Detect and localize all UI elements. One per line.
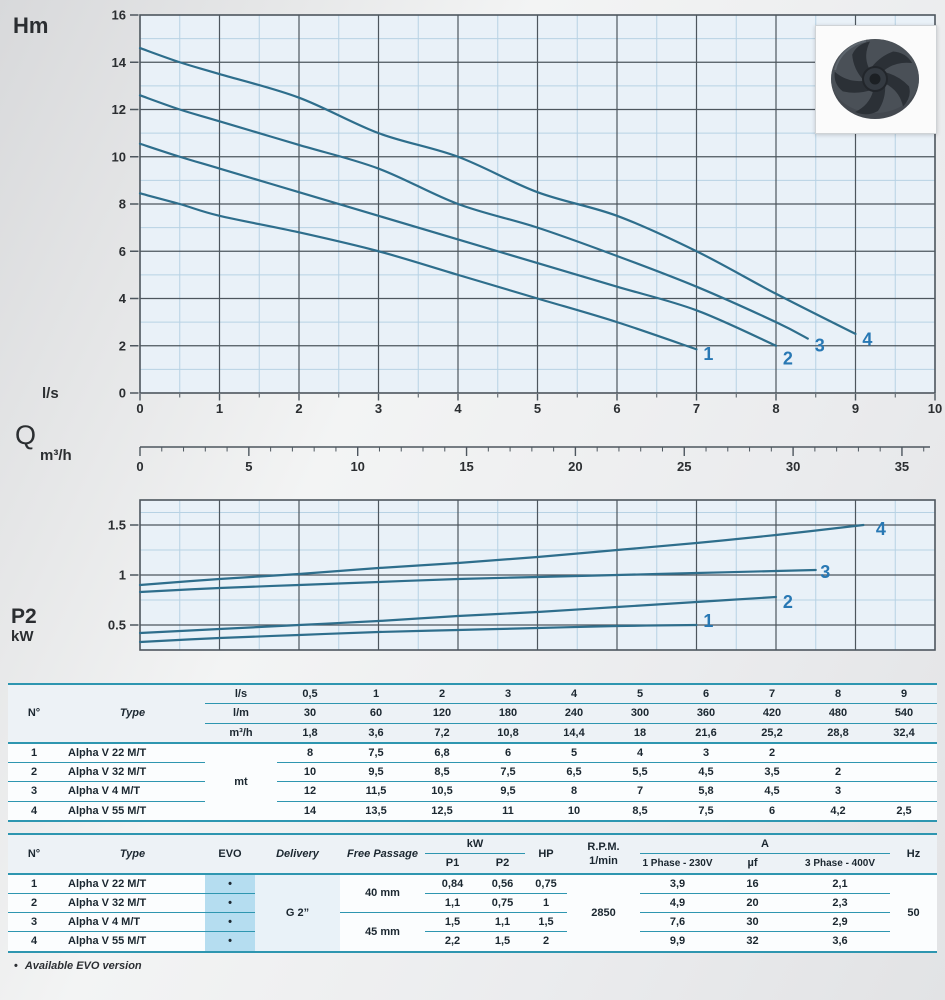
head-axis-title: Hm [13, 13, 49, 38]
t1-head-value: 9,5 [475, 782, 541, 801]
t1-row-n: 2 [8, 763, 60, 782]
t2-uf-value: 30 [715, 913, 790, 932]
t2-delivery-value: G 2” [255, 874, 340, 952]
flow-axis-title: Q [15, 420, 37, 450]
curve-label-4: 4 [862, 329, 873, 350]
t1-head-value: 6 [475, 743, 541, 763]
footnote [14, 960, 142, 972]
t1-head-value: 5,5 [607, 763, 673, 782]
curve-label-2: 2 [782, 348, 793, 369]
t1-head-value: 14 [277, 801, 343, 821]
t1-head-value: 12,5 [409, 801, 475, 821]
t1-flow-1-1: 60 [343, 704, 409, 723]
tick-label: 1 [118, 567, 126, 583]
t1-row-n: 4 [8, 801, 60, 821]
t1-head-value: 3 [673, 743, 739, 763]
flow-unit-ls-label: l/s [42, 385, 59, 402]
t2-hp-value: 2 [525, 932, 567, 952]
t1-flow-1-9: 540 [871, 704, 937, 723]
t1-head-value: 11 [475, 801, 541, 821]
tick-label: 1.5 [107, 517, 126, 533]
t2-uf-value: 16 [715, 874, 790, 894]
t1-row-type: Alpha V 22 M/T [60, 743, 205, 763]
t2-p2-value: 0,56 [480, 874, 525, 894]
tick-label: 9 [851, 401, 860, 416]
tick-label: 0 [136, 459, 144, 474]
t1-flow-2-4: 14,4 [541, 723, 607, 743]
t1-row-type: Alpha V 4 M/T [60, 782, 205, 801]
t1-flow-2-1: 3,6 [343, 723, 409, 743]
curve-label-1: 1 [703, 343, 714, 364]
t2-header-rpm [567, 834, 640, 874]
t1-head-value: 13,5 [343, 801, 409, 821]
t2-header-p2: P2 [480, 854, 525, 874]
curve-label-2: 2 [782, 592, 793, 612]
power-unit-label: kW [11, 628, 34, 645]
t1-flow-2-6: 21,6 [673, 723, 739, 743]
t2-uf-value: 20 [715, 893, 790, 912]
t1-head-value: 4,5 [739, 782, 805, 801]
t2-row-n: 2 [8, 893, 60, 912]
t1-head-value: 8 [541, 782, 607, 801]
t2-rpm-value: 2850 [567, 874, 640, 952]
t2-header-delivery: Delivery [255, 834, 340, 874]
t1-head-value: 2 [739, 743, 805, 763]
t1-head-value: 7,5 [343, 743, 409, 763]
t1-flow-1-6: 360 [673, 704, 739, 723]
t2-header-1phase: 1 Phase - 230V [640, 854, 715, 874]
t2-1phase-value: 9,9 [640, 932, 715, 952]
t1-head-value: 11,5 [343, 782, 409, 801]
tick-label: 20 [568, 459, 583, 474]
t2-row-type: Alpha V 22 M/T [60, 874, 205, 894]
t1-header-type: Type [60, 684, 205, 743]
t1-flow-1-5: 300 [607, 704, 673, 723]
t2-hz-value: 50 [890, 874, 937, 952]
tick-label: 16 [111, 7, 126, 23]
t1-header-n: N° [8, 684, 60, 743]
tick-label: 3 [374, 401, 383, 416]
t2-row-type: Alpha V 32 M/T [60, 893, 205, 912]
t2-1phase-value: 4,9 [640, 893, 715, 912]
t1-unit-mt: mt [205, 743, 277, 821]
t1-head-value: 4,5 [673, 763, 739, 782]
t1-flow-0-6: 6 [673, 684, 739, 704]
t1-head-value [871, 763, 937, 782]
tick-label: 14 [111, 54, 126, 70]
t2-header-evo: EVO [205, 834, 255, 874]
t1-flow-0-0: 0,5 [277, 684, 343, 704]
impeller-bore [870, 74, 881, 85]
t2-3phase-value: 3,6 [790, 932, 890, 952]
t2-evo-dot: • [205, 913, 255, 932]
t1-flow-2-3: 10,8 [475, 723, 541, 743]
motor-data-table [8, 833, 937, 953]
tick-label: 10 [350, 459, 365, 474]
t1-flow-0-1: 1 [343, 684, 409, 704]
t1-head-value: 4 [607, 743, 673, 763]
tick-label: 5 [533, 401, 542, 416]
t1-flow-1-0: 30 [277, 704, 343, 723]
t2-p2-value: 1,1 [480, 913, 525, 932]
t1-head-value [871, 743, 937, 763]
footnote-bullet: • [14, 960, 18, 972]
tick-label: 35 [894, 459, 910, 474]
t1-flow-0-7: 7 [739, 684, 805, 704]
impeller-photo [815, 25, 937, 134]
power-axis-title: P2 [11, 605, 37, 628]
tick-label: 6 [613, 401, 621, 416]
t2-header-type: Type [60, 834, 205, 874]
t2-header-hz: Hz [890, 834, 937, 874]
hydraulic-performance-table [8, 683, 937, 822]
t2-evo-dot: • [205, 893, 255, 912]
t2-header-uf: µf [715, 854, 790, 874]
t2-1phase-value: 3,9 [640, 874, 715, 894]
t1-unit-1: l/m [205, 704, 277, 723]
t1-head-value [805, 743, 871, 763]
t1-head-value: 8 [277, 743, 343, 763]
t1-head-value: 2,5 [871, 801, 937, 821]
t2-3phase-value: 2,9 [790, 913, 890, 932]
t2-3phase-value: 2,3 [790, 893, 890, 912]
t2-p2-value: 1,5 [480, 932, 525, 952]
t2-p1-value: 0,84 [425, 874, 480, 894]
t2-free-passage-45: 45 mm [340, 913, 425, 952]
t1-row-type: Alpha V 55 M/T [60, 801, 205, 821]
t2-uf-value: 32 [715, 932, 790, 952]
tick-label: 12 [111, 102, 126, 117]
t1-row-n: 3 [8, 782, 60, 801]
t2-p1-value: 2,2 [425, 932, 480, 952]
t2-free-passage-40: 40 mm [340, 874, 425, 913]
t1-head-value [871, 782, 937, 801]
t2-header-3phase: 3 Phase - 400V [790, 854, 890, 874]
t1-flow-2-5: 18 [607, 723, 673, 743]
t2-header-free-passage: Free Passage [340, 834, 425, 874]
t1-head-value: 10,5 [409, 782, 475, 801]
tick-label: 7 [692, 401, 701, 416]
t1-unit-0: l/s [205, 684, 277, 704]
t2-header-rpm-line-1: 1/min [589, 854, 618, 867]
flow-unit-m3h-label: m³/h [40, 447, 72, 464]
t1-head-value: 10 [277, 763, 343, 782]
tick-label: 0.5 [107, 617, 126, 633]
t1-head-value: 7 [607, 782, 673, 801]
t2-1phase-value: 7,6 [640, 913, 715, 932]
t1-row-type: Alpha V 32 M/T [60, 763, 205, 782]
t1-head-value: 5 [541, 743, 607, 763]
t1-head-value: 5,8 [673, 782, 739, 801]
t2-row-n: 1 [8, 874, 60, 894]
tick-label: 30 [785, 459, 801, 474]
t2-p2-value: 0,75 [480, 893, 525, 912]
curve-label-4: 4 [875, 519, 886, 539]
t1-head-value: 9,5 [343, 763, 409, 782]
tick-label: 4 [118, 291, 126, 306]
t2-evo-dot: • [205, 874, 255, 894]
t1-head-value: 6,8 [409, 743, 475, 763]
t2-evo-dot: • [205, 932, 255, 952]
t1-flow-1-8: 480 [805, 704, 871, 723]
t2-header-kw: kW [425, 834, 525, 854]
t1-flow-0-3: 3 [475, 684, 541, 704]
t2-p1-value: 1,1 [425, 893, 480, 912]
t1-head-value: 8,5 [607, 801, 673, 821]
t1-flow-1-3: 180 [475, 704, 541, 723]
footnote-text: Available EVO version [24, 960, 142, 972]
tick-label: 0 [136, 401, 144, 416]
t2-hp-value: 0,75 [525, 874, 567, 894]
curve-label-3: 3 [820, 562, 831, 582]
t1-flow-2-8: 28,8 [805, 723, 871, 743]
t2-header-n: N° [8, 834, 60, 874]
t1-unit-2: m³/h [205, 723, 277, 743]
t2-header-hp: HP [525, 834, 567, 874]
t1-flow-0-4: 4 [541, 684, 607, 704]
t2-row-type: Alpha V 4 M/T [60, 913, 205, 932]
t1-flow-1-7: 420 [739, 704, 805, 723]
t2-row-type: Alpha V 55 M/T [60, 932, 205, 952]
t1-head-value: 4,2 [805, 801, 871, 821]
t2-row-n: 3 [8, 913, 60, 932]
tick-label: 25 [677, 459, 692, 474]
t1-flow-2-7: 25,2 [739, 723, 805, 743]
t1-flow-0-9: 9 [871, 684, 937, 704]
t1-head-value: 6,5 [541, 763, 607, 782]
t1-head-value: 7,5 [673, 801, 739, 821]
tick-label: 2 [295, 401, 303, 416]
impeller-image [816, 26, 934, 131]
tick-label: 0 [118, 385, 126, 401]
t1-head-value: 3,5 [739, 763, 805, 782]
tick-label: 1 [215, 401, 224, 416]
t2-hp-value: 1 [525, 893, 567, 912]
t1-head-value: 10 [541, 801, 607, 821]
t1-flow-2-9: 32,4 [871, 723, 937, 743]
tick-label: 8 [118, 196, 126, 212]
t1-flow-1-2: 120 [409, 704, 475, 723]
t1-flow-0-8: 8 [805, 684, 871, 704]
tick-label: 2 [118, 338, 126, 354]
tick-label: 10 [927, 401, 943, 416]
t2-p1-value: 1,5 [425, 913, 480, 932]
t2-row-n: 4 [8, 932, 60, 952]
t1-flow-2-0: 1,8 [277, 723, 343, 743]
t1-flow-1-4: 240 [541, 704, 607, 723]
t2-hp-value: 1,5 [525, 913, 567, 932]
t1-flow-2-2: 7,2 [409, 723, 475, 743]
t1-flow-0-2: 2 [409, 684, 475, 704]
tick-label: 8 [772, 401, 780, 416]
t1-head-value: 6 [739, 801, 805, 821]
curve-label-1: 1 [703, 611, 714, 631]
t2-header-rpm-line-0: R.P.M. [587, 840, 620, 853]
tick-label: 10 [111, 149, 126, 165]
t1-head-value: 3 [805, 782, 871, 801]
tick-label: 15 [459, 459, 474, 474]
t2-header-a: A [640, 834, 890, 854]
t1-head-value: 2 [805, 763, 871, 782]
t1-head-value: 12 [277, 782, 343, 801]
tick-label: 4 [454, 401, 462, 416]
t1-flow-0-5: 5 [607, 684, 673, 704]
t1-head-value: 7,5 [475, 763, 541, 782]
t2-3phase-value: 2,1 [790, 874, 890, 894]
curve-label-3: 3 [814, 335, 825, 356]
t1-row-n: 1 [8, 743, 60, 763]
tick-label: 5 [245, 459, 253, 474]
tick-label: 6 [118, 243, 126, 259]
t2-header-p1: P1 [425, 854, 480, 874]
t1-head-value: 8,5 [409, 763, 475, 782]
